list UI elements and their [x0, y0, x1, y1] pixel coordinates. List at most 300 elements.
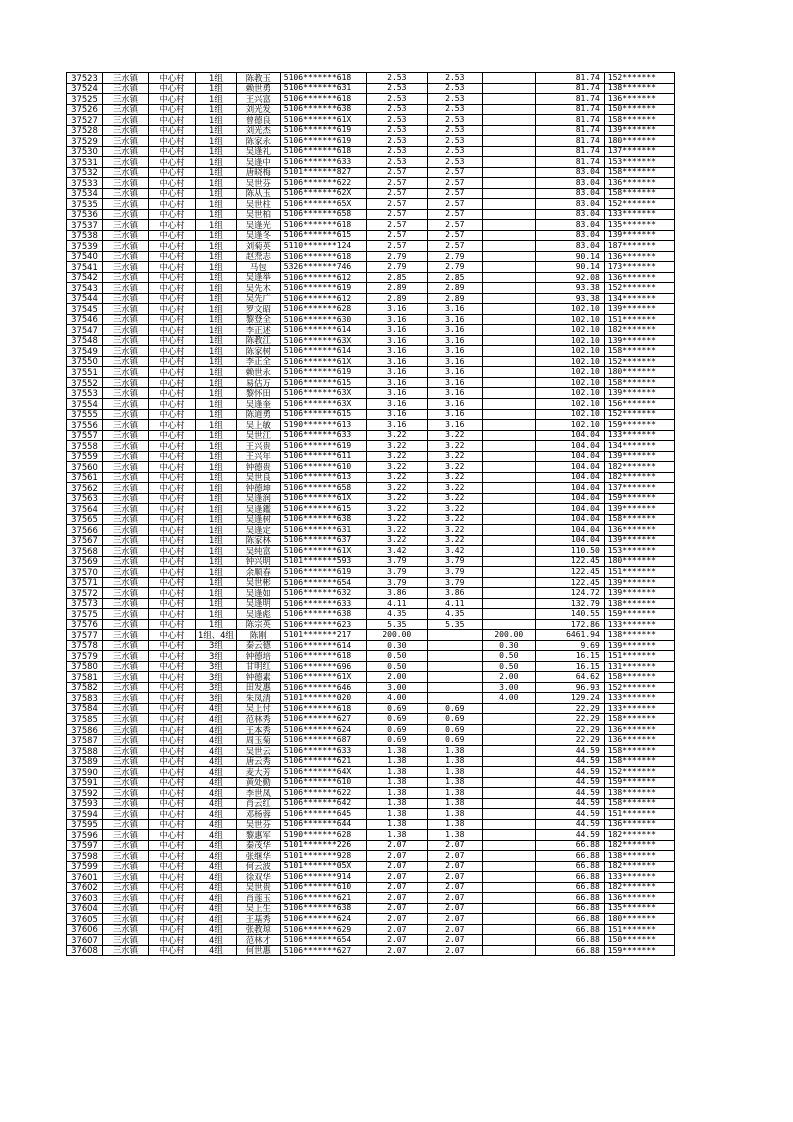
cell-village: 中心村	[149, 136, 196, 147]
table-row	[67, 398, 675, 409]
table-row	[67, 356, 675, 367]
table-row	[67, 809, 675, 820]
cell-value-a: 3.16	[427, 346, 482, 357]
cell-name: 唐晓梅	[236, 167, 280, 178]
cell-phone: 136*******	[604, 251, 674, 262]
cell-group: 1组	[196, 577, 237, 588]
cell-id-number: 5106*******65X	[280, 199, 366, 210]
cell-value-b	[482, 924, 535, 935]
cell-name: 刘光发	[236, 104, 280, 115]
cell-town: 三水镇	[103, 504, 149, 515]
cell-village: 中心村	[149, 367, 196, 378]
cell-village: 中心村	[149, 935, 196, 946]
cell-amount: 81.74	[535, 157, 604, 168]
cell-amount: 22.29	[535, 724, 604, 735]
cell-town: 三水镇	[103, 546, 149, 557]
cell-area: 2.79	[366, 251, 427, 262]
cell-value-a: 3.16	[427, 325, 482, 336]
cell-row-number: 37590	[67, 767, 103, 778]
cell-row-number: 37580	[67, 661, 103, 672]
cell-row-number: 37526	[67, 104, 103, 115]
table-row	[67, 525, 675, 536]
cell-phone: 150*******	[604, 104, 674, 115]
cell-town: 三水镇	[103, 472, 149, 483]
table-row	[67, 94, 675, 105]
cell-area: 2.07	[366, 861, 427, 872]
cell-amount: 81.74	[535, 104, 604, 115]
cell-group: 1组	[196, 262, 237, 273]
cell-id-number: 5106*******63X	[280, 335, 366, 346]
cell-value-b	[482, 94, 535, 105]
cell-value-a: 3.22	[427, 483, 482, 494]
cell-village: 中心村	[149, 703, 196, 714]
cell-group: 1组	[196, 546, 237, 557]
cell-name: 田发惠	[236, 682, 280, 693]
cell-amount: 122.45	[535, 567, 604, 578]
cell-area: 2.53	[366, 83, 427, 94]
cell-village: 中心村	[149, 346, 196, 357]
cell-phone: 139*******	[604, 640, 674, 651]
cell-area: 0.50	[366, 661, 427, 672]
cell-value-b	[482, 914, 535, 925]
cell-id-number: 5190*******613	[280, 420, 366, 431]
cell-village: 中心村	[149, 251, 196, 262]
cell-area: 2.53	[366, 115, 427, 126]
cell-value-a: 2.53	[427, 146, 482, 157]
cell-group: 1组	[196, 398, 237, 409]
cell-amount: 81.74	[535, 83, 604, 94]
cell-row-number: 37593	[67, 798, 103, 809]
cell-id-number: 5106*******632	[280, 588, 366, 599]
cell-value-b	[482, 840, 535, 851]
cell-area: 3.79	[366, 567, 427, 578]
cell-amount: 81.74	[535, 73, 604, 84]
cell-group: 1组	[196, 409, 237, 420]
cell-village: 中心村	[149, 293, 196, 304]
cell-value-a: 2.53	[427, 73, 482, 84]
cell-town: 三水镇	[103, 209, 149, 220]
cell-village: 中心村	[149, 420, 196, 431]
cell-value-b	[482, 230, 535, 241]
cell-id-number: 5106*******619	[280, 125, 366, 136]
cell-row-number: 37570	[67, 567, 103, 578]
cell-village: 中心村	[149, 630, 196, 641]
cell-phone: 133*******	[604, 619, 674, 630]
cell-village: 中心村	[149, 861, 196, 872]
cell-name: 赖世勇	[236, 83, 280, 94]
cell-area: 2.07	[366, 903, 427, 914]
cell-value-a: 3.16	[427, 420, 482, 431]
cell-town: 三水镇	[103, 493, 149, 504]
cell-value-a: 3.22	[427, 451, 482, 462]
cell-value-a: 3.16	[427, 377, 482, 388]
cell-village: 中心村	[149, 451, 196, 462]
cell-name: 吴逢冬	[236, 230, 280, 241]
cell-id-number: 5106*******638	[280, 514, 366, 525]
cell-row-number: 37536	[67, 209, 103, 220]
cell-phone: 139*******	[604, 588, 674, 599]
cell-value-a: 2.89	[427, 293, 482, 304]
cell-id-number: 5106*******63X	[280, 388, 366, 399]
cell-phone: 158*******	[604, 346, 674, 357]
cell-id-number: 5106*******627	[280, 714, 366, 725]
cell-value-b	[482, 409, 535, 420]
cell-area: 3.16	[366, 409, 427, 420]
table-row	[67, 451, 675, 462]
cell-row-number: 37564	[67, 504, 103, 515]
cell-amount: 44.59	[535, 777, 604, 788]
cell-value-a: 2.57	[427, 209, 482, 220]
cell-amount: 93.38	[535, 293, 604, 304]
cell-row-number: 37571	[67, 577, 103, 588]
cell-phone: 139*******	[604, 388, 674, 399]
cell-group: 1组	[196, 483, 237, 494]
cell-phone: 133*******	[604, 209, 674, 220]
table-row	[67, 693, 675, 704]
cell-name: 李正述	[236, 325, 280, 336]
cell-id-number: 5106*******624	[280, 914, 366, 925]
cell-area: 2.07	[366, 840, 427, 851]
cell-village: 中心村	[149, 619, 196, 630]
cell-town: 三水镇	[103, 525, 149, 536]
cell-name: 肖云红	[236, 798, 280, 809]
cell-town: 三水镇	[103, 630, 149, 641]
cell-village: 中心村	[149, 525, 196, 536]
table-row	[67, 819, 675, 830]
cell-town: 三水镇	[103, 567, 149, 578]
cell-row-number: 37534	[67, 188, 103, 199]
cell-name: 钟兴明	[236, 556, 280, 567]
cell-value-b	[482, 178, 535, 189]
cell-amount: 122.45	[535, 577, 604, 588]
table-row	[67, 714, 675, 725]
cell-name: 张教琼	[236, 924, 280, 935]
cell-village: 中心村	[149, 356, 196, 367]
table-row	[67, 493, 675, 504]
cell-value-b	[482, 851, 535, 862]
cell-town: 三水镇	[103, 693, 149, 704]
cell-village: 中心村	[149, 430, 196, 441]
cell-value-a: 5.35	[427, 619, 482, 630]
cell-value-a	[427, 661, 482, 672]
cell-value-a	[427, 640, 482, 651]
cell-value-a: 1.38	[427, 798, 482, 809]
cell-area: 1.38	[366, 798, 427, 809]
cell-id-number: 5106*******633	[280, 746, 366, 757]
table-row	[67, 893, 675, 904]
cell-value-b	[482, 724, 535, 735]
cell-group: 1组	[196, 525, 237, 536]
table-row	[67, 272, 675, 283]
cell-row-number: 37584	[67, 703, 103, 714]
cell-village: 中心村	[149, 220, 196, 231]
cell-village: 中心村	[149, 535, 196, 546]
cell-value-b	[482, 157, 535, 168]
cell-group: 1组	[196, 178, 237, 189]
cell-value-a: 3.22	[427, 441, 482, 452]
cell-amount: 102.10	[535, 325, 604, 336]
cell-group: 4组	[196, 935, 237, 946]
table-row	[67, 420, 675, 431]
cell-name: 吴逢光	[236, 220, 280, 231]
table-row	[67, 220, 675, 231]
cell-value-b	[482, 136, 535, 147]
cell-area: 3.22	[366, 504, 427, 515]
cell-amount: 81.74	[535, 136, 604, 147]
cell-value-a: 3.16	[427, 356, 482, 367]
cell-value-b	[482, 220, 535, 231]
cell-row-number: 37586	[67, 724, 103, 735]
table-row	[67, 462, 675, 473]
cell-area: 0.69	[366, 724, 427, 735]
cell-row-number: 37603	[67, 893, 103, 904]
cell-amount: 104.04	[535, 462, 604, 473]
table-row	[67, 914, 675, 925]
cell-area: 3.22	[366, 483, 427, 494]
cell-area: 2.07	[366, 851, 427, 862]
cell-name: 范林秀	[236, 714, 280, 725]
cell-phone: 159*******	[604, 609, 674, 620]
cell-town: 三水镇	[103, 377, 149, 388]
cell-id-number: 5190*******628	[280, 830, 366, 841]
cell-row-number: 37559	[67, 451, 103, 462]
cell-phone: 136*******	[604, 819, 674, 830]
cell-amount: 96.93	[535, 682, 604, 693]
cell-id-number: 5106*******61X	[280, 493, 366, 504]
cell-area: 2.53	[366, 73, 427, 84]
cell-town: 三水镇	[103, 703, 149, 714]
cell-value-a: 0.69	[427, 724, 482, 735]
cell-amount: 92.08	[535, 272, 604, 283]
cell-group: 1组	[196, 335, 237, 346]
table-row	[67, 556, 675, 567]
cell-value-b	[482, 935, 535, 946]
cell-area: 2.53	[366, 146, 427, 157]
cell-amount: 66.88	[535, 945, 604, 956]
cell-row-number: 37528	[67, 125, 103, 136]
cell-group: 4组	[196, 746, 237, 757]
table-row	[67, 788, 675, 799]
cell-phone: 137*******	[604, 483, 674, 494]
cell-phone: 136*******	[604, 724, 674, 735]
cell-row-number: 37560	[67, 462, 103, 473]
cell-value-a: 2.57	[427, 167, 482, 178]
cell-row-number: 37563	[67, 493, 103, 504]
cell-id-number: 5106*******61X	[280, 672, 366, 683]
cell-group: 4组	[196, 893, 237, 904]
cell-id-number: 5101*******827	[280, 167, 366, 178]
cell-value-b	[482, 514, 535, 525]
cell-phone: 150*******	[604, 935, 674, 946]
cell-area: 3.42	[366, 546, 427, 557]
cell-group: 1组	[196, 420, 237, 431]
cell-id-number: 5106*******618	[280, 703, 366, 714]
cell-village: 中心村	[149, 157, 196, 168]
cell-town: 三水镇	[103, 735, 149, 746]
cell-value-a	[427, 630, 482, 641]
cell-area: 2.07	[366, 935, 427, 946]
cell-value-b	[482, 272, 535, 283]
cell-town: 三水镇	[103, 809, 149, 820]
table-row	[67, 945, 675, 956]
cell-name: 甘明红	[236, 661, 280, 672]
cell-area: 2.07	[366, 924, 427, 935]
cell-name: 易估万	[236, 377, 280, 388]
table-row	[67, 872, 675, 883]
cell-amount: 66.88	[535, 851, 604, 862]
cell-id-number: 5106*******619	[280, 441, 366, 452]
cell-group: 1组	[196, 188, 237, 199]
cell-row-number: 37551	[67, 367, 103, 378]
cell-row-number: 37602	[67, 882, 103, 893]
cell-amount: 66.88	[535, 882, 604, 893]
cell-group: 1组	[196, 346, 237, 357]
cell-name: 刘菊英	[236, 241, 280, 252]
cell-row-number: 37557	[67, 430, 103, 441]
cell-row-number: 37598	[67, 851, 103, 862]
cell-value-a: 1.38	[427, 777, 482, 788]
cell-value-a: 2.53	[427, 94, 482, 105]
table-row	[67, 661, 675, 672]
cell-phone: 138*******	[604, 598, 674, 609]
cell-group: 1组	[196, 83, 237, 94]
cell-group: 1组	[196, 388, 237, 399]
cell-phone: 151*******	[604, 314, 674, 325]
cell-id-number: 5110*******124	[280, 241, 366, 252]
cell-town: 三水镇	[103, 609, 149, 620]
cell-area: 5.35	[366, 619, 427, 630]
cell-name: 吴世贵	[236, 882, 280, 893]
cell-area: 2.57	[366, 241, 427, 252]
table-row	[67, 241, 675, 252]
table-row	[67, 767, 675, 778]
cell-row-number: 37535	[67, 199, 103, 210]
cell-value-a: 2.07	[427, 840, 482, 851]
cell-phone: 136*******	[604, 735, 674, 746]
table-row	[67, 651, 675, 662]
table-row	[67, 325, 675, 336]
table-row	[67, 861, 675, 872]
cell-id-number: 5106*******658	[280, 483, 366, 494]
cell-area: 2.79	[366, 262, 427, 273]
cell-id-number: 5106*******61X	[280, 115, 366, 126]
cell-phone: 153*******	[604, 157, 674, 168]
cell-town: 三水镇	[103, 283, 149, 294]
cell-id-number: 5106*******638	[280, 104, 366, 115]
cell-name: 吴逢润	[236, 493, 280, 504]
cell-name: 王基秀	[236, 914, 280, 925]
cell-value-b	[482, 777, 535, 788]
cell-area: 2.53	[366, 125, 427, 136]
cell-name: 黄处勤	[236, 777, 280, 788]
cell-value-a: 2.57	[427, 188, 482, 199]
cell-id-number: 5106*******610	[280, 462, 366, 473]
cell-area: 2.57	[366, 209, 427, 220]
cell-name: 钟德坤	[236, 483, 280, 494]
cell-amount: 110.50	[535, 546, 604, 557]
cell-amount: 66.88	[535, 924, 604, 935]
cell-group: 3组	[196, 682, 237, 693]
cell-area: 3.16	[366, 367, 427, 378]
cell-phone: 180*******	[604, 914, 674, 925]
cell-town: 三水镇	[103, 588, 149, 599]
cell-phone: 156*******	[604, 398, 674, 409]
cell-row-number: 37578	[67, 640, 103, 651]
table-row	[67, 188, 675, 199]
cell-village: 中心村	[149, 304, 196, 315]
cell-value-a: 4.35	[427, 609, 482, 620]
cell-group: 1组	[196, 115, 237, 126]
cell-town: 三水镇	[103, 556, 149, 567]
cell-row-number: 37608	[67, 945, 103, 956]
cell-id-number: 5106*******658	[280, 209, 366, 220]
cell-village: 中心村	[149, 756, 196, 767]
cell-amount: 104.04	[535, 472, 604, 483]
cell-group: 3组	[196, 640, 237, 651]
cell-village: 中心村	[149, 462, 196, 473]
cell-id-number: 5101*******217	[280, 630, 366, 641]
cell-amount: 83.04	[535, 230, 604, 241]
cell-row-number: 37587	[67, 735, 103, 746]
cell-phone: 159*******	[604, 420, 674, 431]
cell-group: 1组	[196, 430, 237, 441]
table-row	[67, 756, 675, 767]
cell-value-a: 1.38	[427, 788, 482, 799]
table-row	[67, 609, 675, 620]
cell-group: 1组	[196, 535, 237, 546]
cell-group: 1组	[196, 367, 237, 378]
cell-group: 1组	[196, 556, 237, 567]
cell-row-number: 37561	[67, 472, 103, 483]
cell-value-b	[482, 609, 535, 620]
cell-value-a: 3.16	[427, 314, 482, 325]
cell-phone: 136*******	[604, 272, 674, 283]
cell-phone: 180*******	[604, 367, 674, 378]
cell-town: 三水镇	[103, 346, 149, 357]
cell-village: 中心村	[149, 73, 196, 84]
cell-row-number: 37601	[67, 872, 103, 883]
cell-town: 三水镇	[103, 94, 149, 105]
cell-value-a: 2.53	[427, 136, 482, 147]
cell-phone: 158*******	[604, 714, 674, 725]
cell-group: 1组	[196, 104, 237, 115]
cell-row-number: 37525	[67, 94, 103, 105]
table-row	[67, 115, 675, 126]
cell-group: 1组	[196, 125, 237, 136]
cell-name: 钟德培	[236, 651, 280, 662]
table-row	[67, 104, 675, 115]
cell-name: 钟德贵	[236, 462, 280, 473]
cell-value-a	[427, 651, 482, 662]
cell-area: 3.22	[366, 514, 427, 525]
cell-group: 4组	[196, 924, 237, 935]
cell-row-number: 37591	[67, 777, 103, 788]
cell-group: 1组	[196, 462, 237, 473]
cell-row-number: 37540	[67, 251, 103, 262]
cell-amount: 102.10	[535, 356, 604, 367]
cell-group: 4组	[196, 703, 237, 714]
cell-group: 1组	[196, 220, 237, 231]
cell-village: 中心村	[149, 504, 196, 515]
cell-group: 1组	[196, 283, 237, 294]
cell-village: 中心村	[149, 283, 196, 294]
cell-value-b	[482, 819, 535, 830]
cell-village: 中心村	[149, 672, 196, 683]
cell-phone: 138*******	[604, 630, 674, 641]
cell-phone: 137*******	[604, 146, 674, 157]
cell-row-number: 37568	[67, 546, 103, 557]
cell-row-number: 37524	[67, 83, 103, 94]
